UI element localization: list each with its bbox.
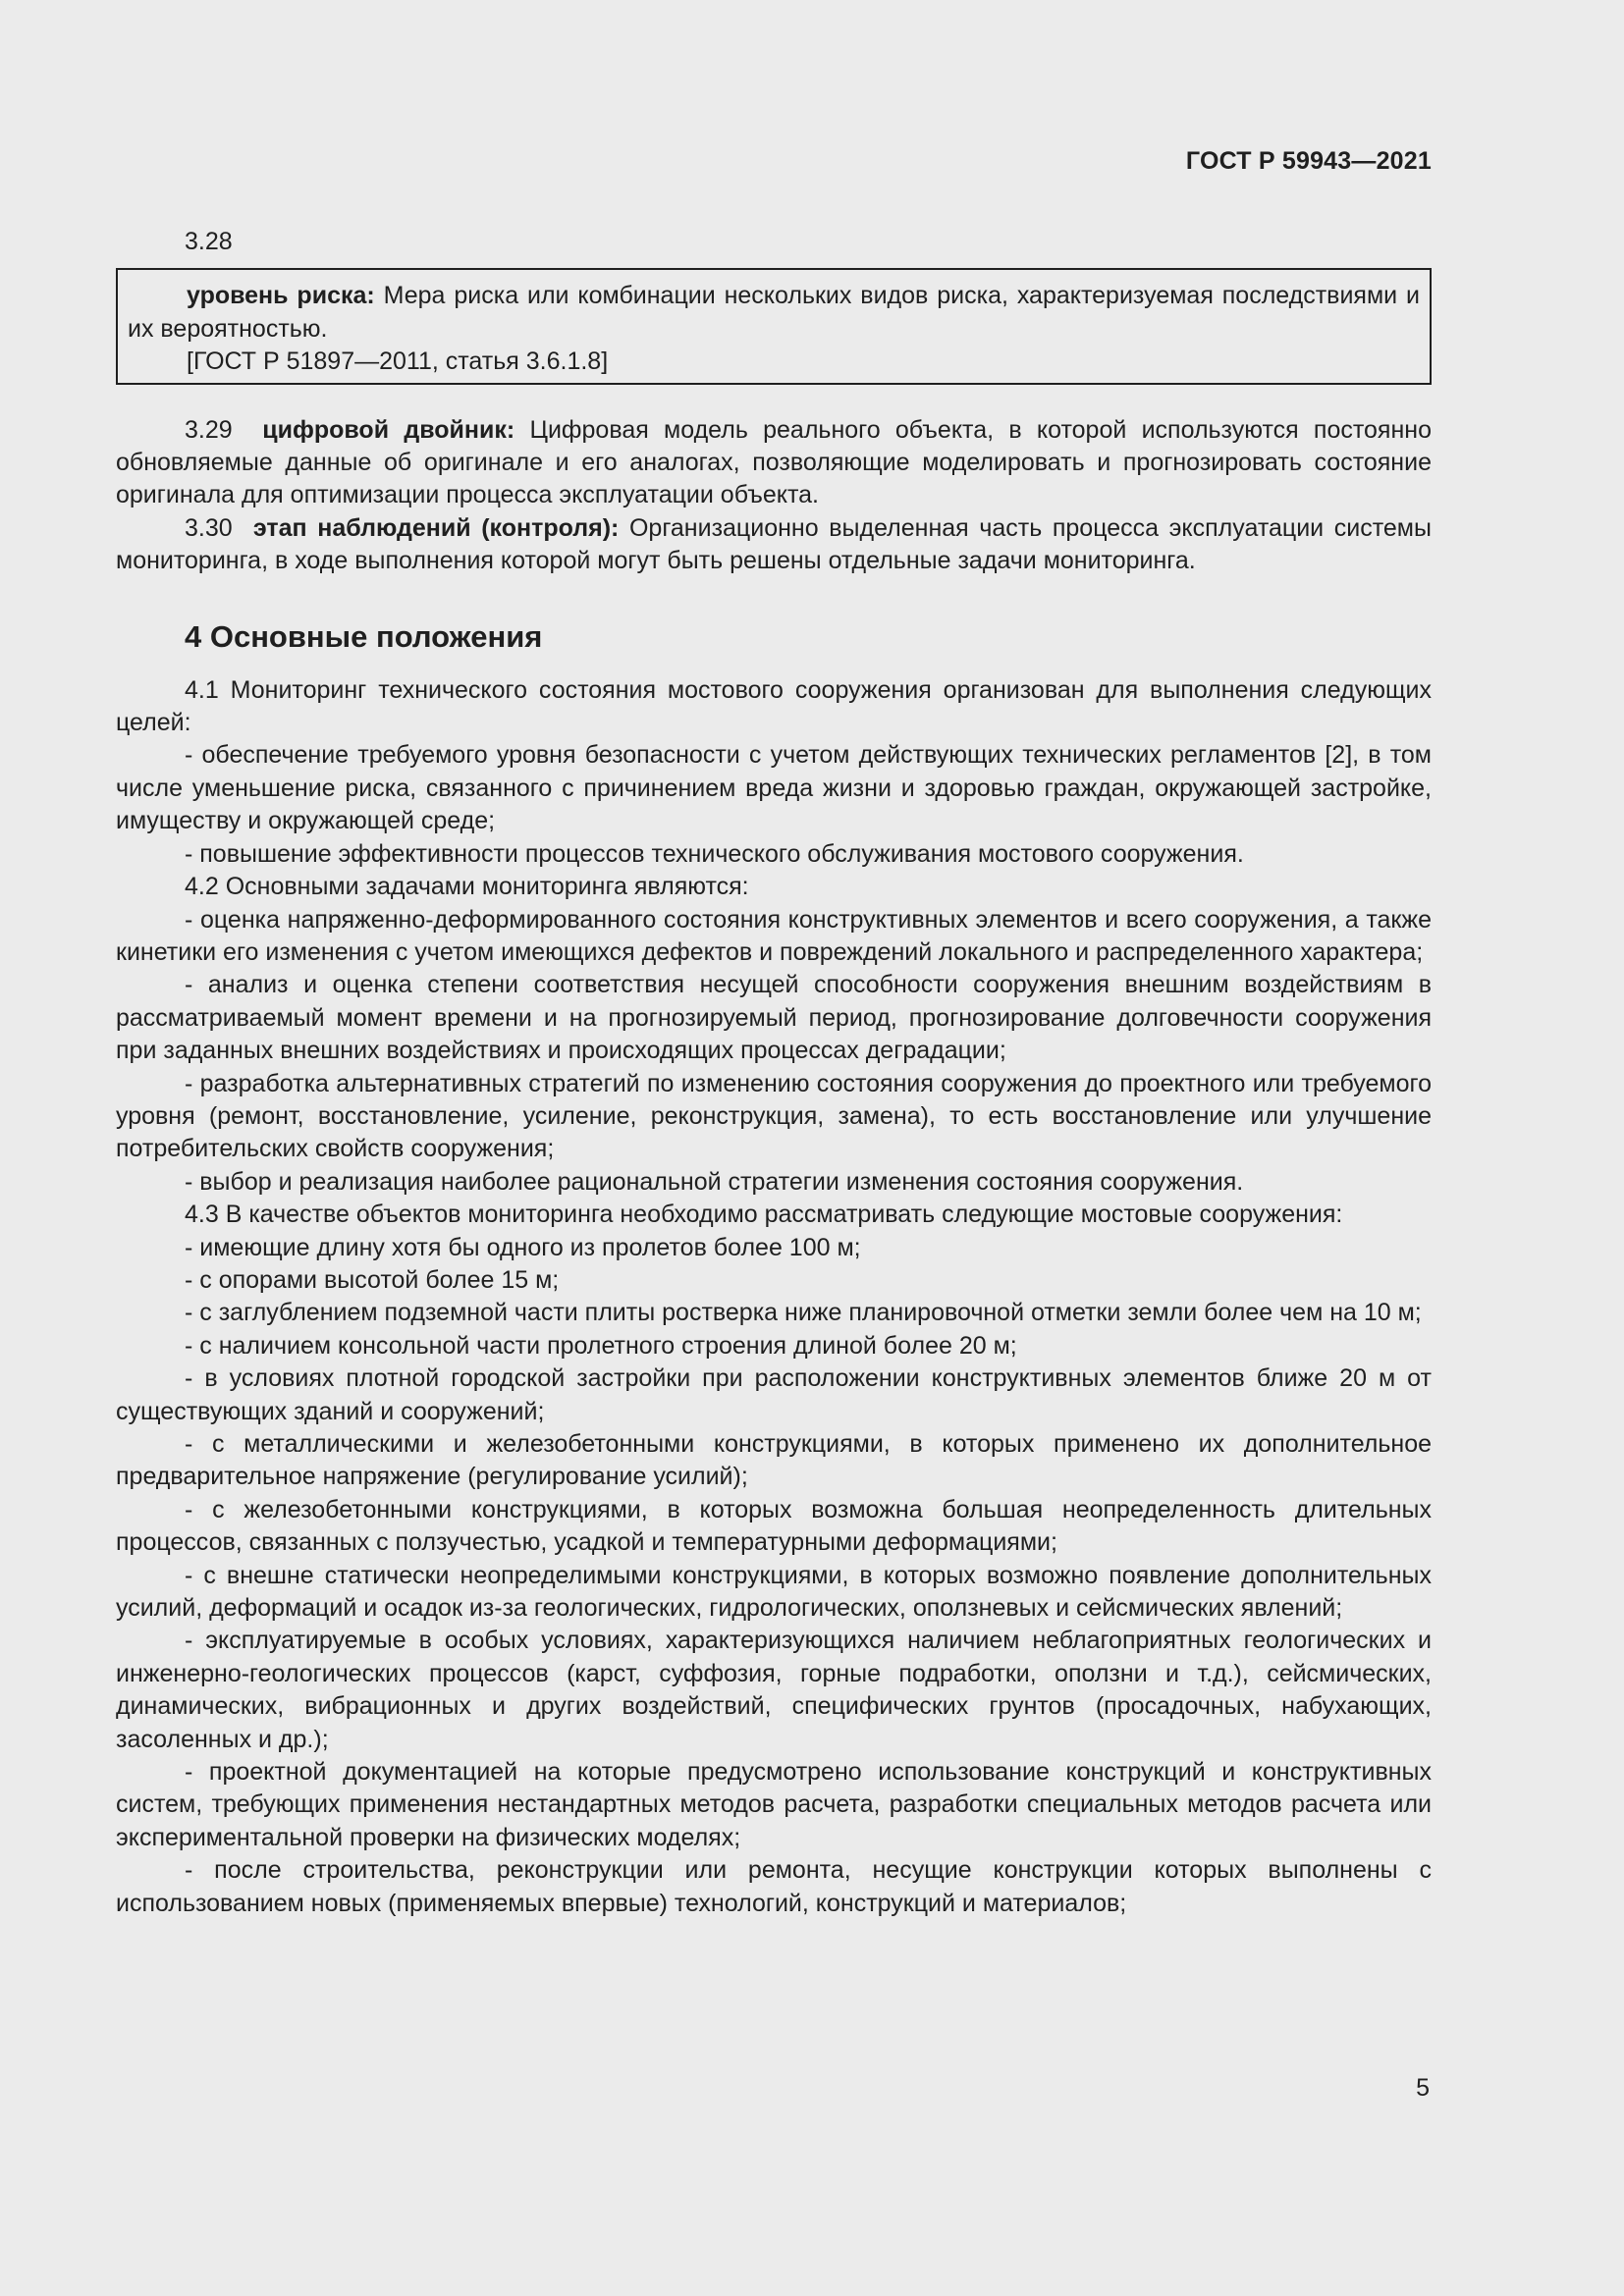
term-number-3-28: 3.28 [185, 228, 233, 255]
document-code-header: ГОСТ Р 59943—2021 [1185, 147, 1432, 175]
list-item: - с железобетонными конструкциями, в которых возможна большая неопределенность длительных процессов, связанных с ползучестью, усадкой и температурными деформациями; [116, 1495, 1432, 1557]
list-item: - повышение эффективности процессов технического обслуживания мостового сооружения. [185, 839, 1244, 868]
list-item: - с наличием консольной части пролетного строения длиной более 20 м; [185, 1331, 1017, 1360]
term-3-28-title: уровень риска: [187, 282, 375, 310]
paragraph-4-3: 4.3 В качестве объектов мониторинга необходимо рассматривать следующие мостовые сооружения: [185, 1201, 1343, 1229]
term-3-29-title: цифровой двойник: [262, 415, 515, 444]
page-number: 5 [1416, 2074, 1430, 2102]
page-content [116, 226, 1432, 1920]
term-3-28-source: [ГОСТ Р 51897—2011, статья 3.6.1.8] [187, 347, 609, 376]
term-3-29-paragraph [116, 414, 1432, 512]
list-item: - оценка напряженно-деформированного состояния конструктивных элементов и всего сооружения, а также кинетики его изменения с учетом имеющихся дефектов и повреждений локального и распределенного характера; [116, 905, 1432, 966]
list-item: - с заглублением подземной части плиты ростверка ниже планировочной отметки земли более чем на 10 м; [185, 1299, 1422, 1327]
paragraph-4-2: 4.2 Основными задачами мониторинга являются: [185, 873, 749, 901]
list-item: - после строительства, реконструкции или ремонта, несущие конструкции которых выполнены с использованием новых (применяемых впервые) технологий, конструкций и материалов; [116, 1856, 1432, 1917]
list-item: - с металлическими и железобетонными конструкциями, в которых применено их дополнительное предварительное напряжение (регулирование усилий); [116, 1430, 1432, 1491]
section-4-heading: 4 Основные положения [185, 618, 543, 654]
list-item: - с внешне статически неопределимыми конструкциями, в которых возможно появление дополнительных усилий, деформаций и осадок из-за геологических, гидрологических, оползневых и сейсмических явлений; [116, 1561, 1432, 1623]
list-item: - имеющие длину хотя бы одного из пролетов более 100 м; [185, 1233, 861, 1261]
list-item: - с опорами высотой более 15 м; [185, 1265, 560, 1294]
term-3-28-paragraph [128, 280, 1420, 346]
term-3-29-definition: Цифровая модель реального объекта, в которой используются постоянно обновляемые данные об оригинале и его аналогах, позволяющие моделировать и прогнозировать состояние оригинала для оптимизации процесса эксплуатации объекта. [116, 415, 1432, 509]
term-3-30-definition: Организационно выделенная часть процесса эксплуатации системы мониторинга, в ходе выполнения которой могут быть решены отдельные задачи мониторинга. [116, 513, 1432, 575]
term-3-30-title: этап наблюдений (контроля): [252, 513, 620, 542]
list-item: - выбор и реализация наиболее рациональной стратегии изменения состояния сооружения. [185, 1167, 1244, 1196]
term-3-30-number: 3.30 [185, 513, 233, 542]
term-box-3-28 [116, 268, 1432, 384]
term-3-29-number: 3.29 [185, 415, 233, 444]
term-3-28-definition: Мера риска или комбинации нескольких видов риска, характеризуемая последствиями и их вероятностью. [128, 282, 1420, 343]
term-3-30-paragraph [116, 512, 1432, 578]
list-item: - в условиях плотной городской застройки при расположении конструктивных элементов ближе 20 м от существующих зданий и сооружений; [116, 1364, 1432, 1425]
paragraph-4-1: 4.1 Мониторинг технического состояния мостового сооружения организован для выполнения следующих целей: [116, 675, 1432, 737]
list-item: - обеспечение требуемого уровня безопасности с учетом действующих технических регламентов [2], в том числе уменьшение риска, связанного с причинением вреда жизни и здоровью граждан, окружающей застройке, имуществу и окружающей среде; [116, 741, 1432, 835]
list-item: - разработка альтернативных стратегий по изменению состояния сооружения до проектного или требуемого уровня (ремонт, восстановление, усиление, реконструкция, замена), то есть восстановление или улучшение потребительских свойств сооружения; [116, 1069, 1432, 1163]
list-item: - эксплуатируемые в особых условиях, характеризующихся наличием неблагоприятных геологических и инженерно-геологических процессов (карст, суффозия, горные подработки, оползни и т.д.), сейсмических, динамических, вибрационных и других воздействий, специфических грунтов (просадочных, набухающих, засоленных и др.); [116, 1627, 1432, 1753]
list-item: - проектной документацией на которые предусмотрено использование конструкций и конструктивных систем, требующих применения нестандартных методов расчета, разработки специальных методов расчета или экспериментальной проверки на физических моделях; [116, 1758, 1432, 1851]
list-item: - анализ и оценка степени соответствия несущей способности сооружения внешним воздействиям в рассматриваемый момент времени и на прогнозируемый период, прогнозирование долговечности сооружения при заданных внешних воздействиях и происходящих процессах деградации; [116, 971, 1432, 1065]
